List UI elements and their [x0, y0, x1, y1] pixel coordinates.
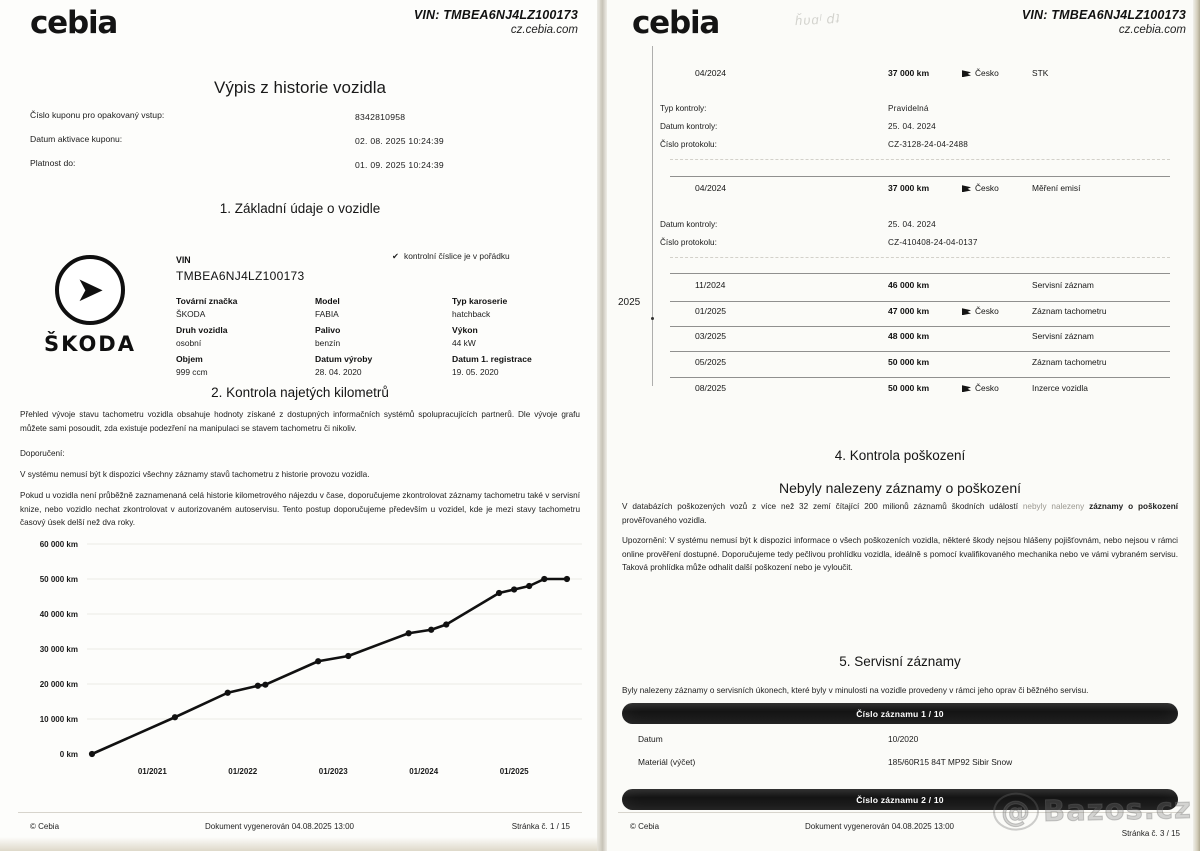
- coupon-label-2: Platnost do:: [30, 158, 76, 168]
- chart-point-12: [526, 583, 532, 589]
- footer-copyright-left: © Cebia: [30, 822, 60, 831]
- field-model: [315, 296, 340, 319]
- detail-value-1-1: CZ-410408-24-04-0137: [888, 238, 978, 247]
- detail-label-1-0: Datum kontroly:: [660, 220, 718, 229]
- timeline-date-6: 08/2025: [695, 383, 727, 393]
- field-label: Typ karoserie: [452, 296, 508, 306]
- field-label: Tovární značka: [176, 296, 238, 306]
- skoda-logo: [20, 255, 160, 356]
- czech-flag-icon: [962, 185, 971, 192]
- chart-point-1: [172, 714, 178, 720]
- chart-ytick-5: 50 000 km: [39, 575, 78, 584]
- field-value: 999 ccm: [176, 367, 208, 377]
- timeline-date-1: 04/2024: [695, 183, 727, 193]
- scan-bottom-shadow: [0, 837, 600, 851]
- chart-point-9: [443, 621, 449, 627]
- field-value: 19. 05. 2020: [452, 367, 499, 377]
- chart-ytick-6: 60 000 km: [39, 540, 78, 549]
- chart-xtick-2: 01/2023: [318, 767, 348, 775]
- chart-ytick-2: 20 000 km: [39, 680, 78, 689]
- field-value: osobní: [176, 338, 202, 348]
- country-name: Česko: [975, 68, 999, 78]
- section-2-paragraph-1: Přehled vývoje stavu tachometru vozidla obsahuje hodnoty získané z dostupných informačních systémů spolupracujících partnerů. Dle vývoje grafu můžete sami posoudit, zda existuje podezření na manipulaci se stavem tachometru či nikoliv.: [20, 410, 580, 433]
- section-2-paragraph-4: Pokud u vozidla není průběžně zaznamenaná celá historie kilometrového nájezdu v čase, doporučujeme zkontrolovat záznamy tachometru také v servisní knize, nebo vozidlo nechat zkontrolovat v autorizovaném autoservisu. Tento postup doporučujeme především u vozidel, kde je mezi stavy tachometru časový úsek delší než dva roky.: [20, 491, 580, 528]
- timeline-km-3: 47 000 km: [888, 306, 930, 316]
- chart-xtick-0: 01/2021: [137, 767, 167, 775]
- document-page-right: [600, 0, 1200, 851]
- detail-label-0-2: Číslo protokolu:: [660, 140, 717, 149]
- odometer-chart-svg: [0, 530, 600, 775]
- timeline-divider-dashed-0: [670, 159, 1170, 160]
- timeline-divider-3: [670, 326, 1170, 327]
- vin-header-right: [926, 8, 1186, 36]
- detail-label-0-0: Typ kontroly:: [660, 104, 707, 113]
- field-value: hatchback: [452, 309, 491, 319]
- footer-copyright-right: © Cebia: [630, 822, 660, 831]
- detail-value-1-0: 25. 04. 2024: [888, 220, 936, 229]
- timeline-country-1: [962, 183, 999, 193]
- timeline-divider-0: [670, 176, 1170, 177]
- vin-field-value: TMBEA6NJ4LZ100173: [176, 269, 305, 283]
- coupon-label-1: Datum aktivace kuponu:: [30, 134, 123, 144]
- watermark-text: Bazos.cz: [1042, 790, 1193, 829]
- vin-field-label: VIN: [176, 255, 191, 265]
- footer-generated-right: Dokument vygenerován 04.08.2025 13:00: [805, 822, 954, 831]
- chart-ytick-0: 0 km: [59, 750, 78, 759]
- chart-point-13: [541, 576, 547, 582]
- field-tovarni-znacka: [176, 296, 237, 319]
- field-label: Datum výroby: [315, 354, 373, 364]
- service-record-1-value-0: 10/2020: [888, 734, 919, 744]
- field-label: Výkon: [452, 325, 478, 335]
- coupon-value-1: 02. 08. 2025 10:24:39: [355, 136, 444, 146]
- chart-point-6: [345, 653, 351, 659]
- bazos-watermark: [993, 789, 1193, 831]
- timeline-km-1: 37 000 km: [888, 183, 930, 193]
- service-record-bar-2: Číslo záznamu 2 / 10: [622, 789, 1178, 810]
- service-record-1-label-0: Datum: [638, 734, 663, 744]
- service-record-1-label-1: Materiál (výčet): [638, 757, 696, 767]
- field-palivo: [315, 325, 340, 348]
- footer-divider-left: [18, 812, 582, 813]
- section-5-title: 5. Servisní záznamy: [839, 654, 961, 669]
- field-objem: [176, 354, 208, 377]
- detail-value-0-0: Pravidelná: [888, 104, 929, 113]
- section-4-title: 4. Kontrola poškození: [834, 448, 966, 463]
- field-datum-vyroby: [315, 354, 372, 377]
- chart-point-3: [255, 683, 261, 689]
- website-label-right: cz.cebia.com: [1118, 24, 1186, 36]
- section-1-title: 1. Základní údaje o vozidle: [219, 201, 381, 216]
- at-symbol-icon: @: [993, 792, 1040, 831]
- skoda-wordmark: ŠKODA: [44, 332, 136, 356]
- chart-point-11: [511, 586, 517, 592]
- detail-value-0-1: 25. 04. 2024: [888, 122, 936, 131]
- website-label-left: cz.cebia.com: [510, 24, 578, 36]
- scan-right-edge: [1193, 0, 1200, 851]
- damage-text-b: nebyly nalezeny: [1022, 502, 1085, 511]
- section-4-paragraph-2: Upozornění: V systému nemusí být k dispozici informace o všech poškozeních vozidla, některé škody nejsou hlášeny pojišťovnám, nebo nejsou v rámci online prověření dostupné. Doporučujeme tedy pečlivou prohlídku vozidla, ideálně s pomocí kvalifikovaného mechanika nebo ve vámi vybraném servisu. Taková prohlídka může odhalit další poškození nebo je vyloučit.: [622, 536, 1178, 573]
- field-label: Druh vozidla: [176, 325, 228, 335]
- footer-pagenum-right: Stránka č. 3 / 15: [1121, 829, 1180, 838]
- czech-flag-icon: [962, 385, 971, 392]
- timeline-km-0: 37 000 km: [888, 68, 930, 78]
- check-digit-label: kontrolní číslice je v pořádku: [404, 251, 510, 261]
- timeline-type-4: Servisní záznam: [1032, 331, 1094, 341]
- timeline-date-4: 03/2025: [695, 331, 727, 341]
- service-record-bar-1: Číslo záznamu 1 / 10: [622, 703, 1178, 724]
- coupon-label-0: Číslo kuponu pro opakovaný vstup:: [30, 110, 165, 120]
- timeline-date-2: 11/2024: [695, 280, 726, 290]
- field-label: Objem: [176, 354, 203, 364]
- check-digit-status: [392, 251, 510, 261]
- czech-flag-icon: [962, 70, 971, 77]
- chart-point-5: [315, 658, 321, 664]
- field-typ-karoserie: [452, 296, 507, 319]
- detail-label-0-1: Datum kontroly:: [660, 122, 718, 131]
- timeline-type-0: STK: [1032, 68, 1049, 78]
- timeline-type-6: Inzerce vozidla: [1032, 383, 1088, 393]
- chart-point-8: [428, 627, 434, 633]
- footer-pagenum-left: Stránka č. 1 / 15: [511, 822, 570, 831]
- chart-ytick-3: 30 000 km: [39, 645, 78, 654]
- chart-point-0: [89, 751, 95, 757]
- damage-text-a: V databázích poškozených vozů z více než 32 zemí čítající 200 milionů záznamů škodních událostí: [622, 502, 1018, 511]
- chart-xtick-3: 01/2024: [409, 767, 439, 775]
- field-label: Palivo: [315, 325, 341, 335]
- field-value: 44 kW: [452, 338, 476, 348]
- chart-point-14: [564, 576, 570, 582]
- timeline-type-1: Měření emisí: [1032, 183, 1081, 193]
- timeline-country-6: [962, 383, 999, 393]
- field-label: Datum 1. registrace: [452, 354, 532, 364]
- timeline-date-5: 05/2025: [695, 357, 727, 367]
- footer-generated-left: Dokument vygenerován 04.08.2025 13:00: [205, 822, 354, 831]
- chart-point-7: [406, 630, 412, 636]
- country-name: Česko: [975, 306, 999, 316]
- timeline-divider-dashed-1: [670, 257, 1170, 258]
- timeline-km-4: 48 000 km: [888, 331, 930, 341]
- timeline-year-dot: [651, 317, 654, 320]
- section-2-recommendation-heading: Doporučení:: [20, 449, 65, 458]
- chart-xtick-1: 01/2022: [228, 767, 258, 775]
- field-datum-registrace: [452, 354, 532, 377]
- timeline-type-2: Servisní záznam: [1032, 280, 1094, 290]
- field-value: FABIA: [315, 309, 339, 319]
- timeline-country-3: [962, 306, 999, 316]
- section-2-title: 2. Kontrola najetých kilometrů: [211, 385, 389, 400]
- section-4-paragraph-1: [622, 500, 1178, 527]
- timeline-km-6: 50 000 km: [888, 383, 930, 393]
- coupon-value-2: 01. 09. 2025 10:24:39: [355, 160, 444, 170]
- country-name: Česko: [975, 183, 999, 193]
- timeline-type-3: Záznam tachometru: [1032, 306, 1107, 316]
- chart-line-series: [92, 579, 567, 754]
- scan-ghost-text: ȟʋɑˡ ⅾʇ: [794, 10, 841, 29]
- timeline-divider-4: [670, 351, 1170, 352]
- timeline-divider-1: [670, 273, 1170, 274]
- chart-xtick-4: 01/2025: [499, 767, 529, 775]
- section-4-subtitle: Nebyly nalezeny záznamy o poškození: [778, 480, 1022, 496]
- timeline-date-3: 01/2025: [695, 306, 727, 316]
- timeline-country-0: [962, 68, 999, 78]
- timeline-km-5: 50 000 km: [888, 357, 930, 367]
- detail-label-1-1: Číslo protokolu:: [660, 238, 717, 247]
- czech-flag-icon: [962, 308, 971, 315]
- timeline-date-0: 04/2024: [695, 68, 727, 78]
- chart-point-2: [225, 690, 231, 696]
- coupon-value-0: 8342810958: [355, 112, 406, 122]
- timeline-divider-5: [670, 377, 1170, 378]
- field-label: Model: [315, 296, 340, 306]
- timeline-divider-2: [670, 301, 1170, 302]
- timeline-type-5: Záznam tachometru: [1032, 357, 1107, 367]
- timeline-year-2025: 2025: [618, 297, 641, 308]
- section-2-paragraph-3: V systému nemusí být k dispozici všechny záznamy stavů tachometru z historie provozu vozidla.: [20, 470, 370, 479]
- section-5-intro: Byly nalezeny záznamy o servisních úkonech, které byly v minulosti na vozidle provedeny v rámci jeho oprav či běžného servisu.: [622, 686, 1089, 695]
- skoda-winged-arrow-icon: [55, 255, 125, 325]
- cebia-logo-left: cebia: [30, 5, 118, 41]
- service-record-1-value-1: 185/60R15 84T MP92 Sibir Snow: [888, 757, 1013, 767]
- skoda-arrow-glyph: ➤: [75, 271, 105, 309]
- detail-value-0-2: CZ-3128-24-04-2488: [888, 140, 969, 149]
- vin-label-left: VIN: TMBEA6NJ4LZ100173: [413, 8, 578, 22]
- damage-text-d: prověřovaného vozidla.: [622, 515, 707, 525]
- chart-ytick-4: 40 000 km: [39, 610, 78, 619]
- field-druh-vozidla: [176, 325, 228, 348]
- damage-text-c: záznamy o poškození: [1089, 502, 1179, 511]
- vin-header-left: [318, 8, 578, 36]
- page-gutter-seam: [597, 0, 607, 851]
- field-value: 28. 04. 2020: [315, 367, 362, 377]
- timeline-spine: [652, 46, 653, 386]
- chart-ytick-1: 10 000 km: [39, 715, 78, 724]
- cebia-logo-right: cebia: [632, 5, 720, 41]
- chart-point-4: [262, 682, 268, 688]
- field-value: benzín: [315, 338, 341, 348]
- timeline-km-2: 46 000 km: [888, 280, 930, 290]
- document-title: Výpis z historie vozidla: [214, 78, 386, 97]
- odometer-history-chart: [0, 530, 600, 775]
- country-name: Česko: [975, 383, 999, 393]
- vin-label-right: VIN: TMBEA6NJ4LZ100173: [1021, 8, 1186, 22]
- field-value: ŠKODA: [176, 309, 206, 319]
- field-vykon: [452, 325, 478, 348]
- checkmark-icon: ✔: [392, 251, 400, 261]
- chart-point-10: [496, 590, 502, 596]
